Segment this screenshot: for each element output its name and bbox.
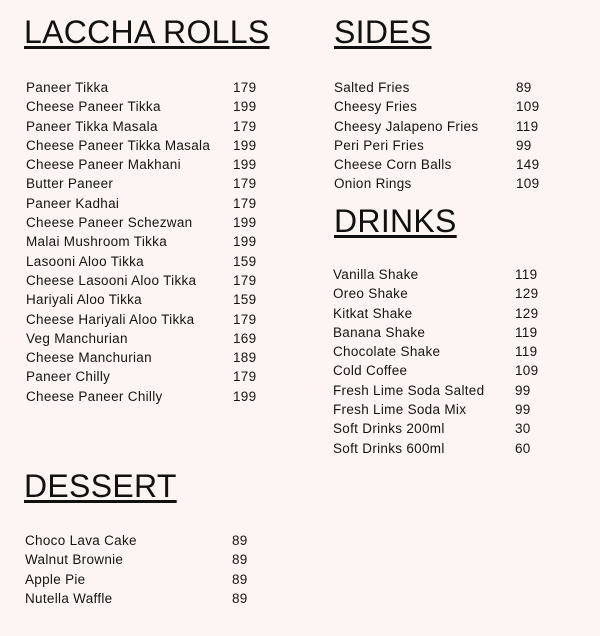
item-price: 119 xyxy=(516,118,539,134)
item-price: 179 xyxy=(233,272,257,288)
item-name: Lasooni Aloo Tikka xyxy=(26,253,144,269)
item-name: Veg Manchurian xyxy=(26,330,128,346)
item-name: Choco Lava Cake xyxy=(25,533,137,548)
item-price: 30 xyxy=(515,421,531,437)
item-name: Banana Shake xyxy=(333,324,426,340)
item-price: 199 xyxy=(233,388,257,404)
item-price: 179 xyxy=(233,176,257,192)
item-name: Cold Coffee xyxy=(333,363,408,379)
item-price: 89 xyxy=(232,552,248,568)
item-price: 199 xyxy=(233,99,257,115)
item-price: 119 xyxy=(515,344,538,360)
item-name: Vanilla Shake xyxy=(333,267,419,282)
item-price: 129 xyxy=(515,286,539,302)
item-price: 199 xyxy=(233,157,257,173)
item-name: Fresh Lime Soda Mix xyxy=(333,402,467,418)
item-name: Salted Fries xyxy=(334,80,410,95)
item-name: Malai Mushroom Tikka xyxy=(26,234,168,250)
item-name: Soft Drinks 600ml xyxy=(333,440,445,456)
item-name: Butter Paneer xyxy=(26,176,114,192)
item-name: Peri Peri Fries xyxy=(334,137,425,153)
item-price: 89 xyxy=(232,590,248,606)
item-name: Chocolate Shake xyxy=(333,344,441,360)
item-price: 159 xyxy=(233,253,257,269)
item-name: Cheese Lasooni Aloo Tikka xyxy=(26,272,197,288)
item-price: 129 xyxy=(515,305,539,321)
item-price: 119 xyxy=(515,267,538,282)
item-name: Cheese Paneer Makhani xyxy=(26,157,181,173)
item-price: 149 xyxy=(516,157,540,173)
item-name: Hariyali Aloo Tikka xyxy=(26,292,142,308)
item-name: Apple Pie xyxy=(25,571,86,587)
item-price: 60 xyxy=(515,440,531,456)
item-name: Cheese Paneer Tikka xyxy=(26,99,161,115)
item-price: 89 xyxy=(516,80,532,95)
item-price: 99 xyxy=(516,137,532,153)
item-name: Cheese Paneer Tikka Masala xyxy=(26,137,211,153)
item-name: Cheesy Fries xyxy=(334,99,418,115)
item-price: 179 xyxy=(233,369,257,385)
sides-heading: SIDES xyxy=(334,14,432,50)
item-name: Cheese Hariyali Aloo Tikka xyxy=(26,311,195,327)
laccha-rolls-heading: LACCHA ROLLS xyxy=(24,14,270,50)
item-name: Cheese Paneer Schezwan xyxy=(26,215,193,231)
item-price: 89 xyxy=(232,571,248,587)
item-name: Cheese Paneer Chilly xyxy=(26,388,163,404)
item-name: Oreo Shake xyxy=(333,286,409,302)
item-name: Cheese Corn Balls xyxy=(334,157,452,173)
item-name: Soft Drinks 200ml xyxy=(333,421,445,437)
item-name: Fresh Lime Soda Salted xyxy=(333,382,485,398)
item-price: 199 xyxy=(233,215,257,231)
item-name: Nutella Waffle xyxy=(25,590,113,606)
item-name: Cheesy Jalapeno Fries xyxy=(334,118,479,134)
item-price: 199 xyxy=(233,137,257,153)
item-price: 99 xyxy=(515,402,531,418)
item-price: 109 xyxy=(516,99,540,115)
item-name: Paneer Tikka Masala xyxy=(26,118,158,134)
item-name: Paneer Chilly xyxy=(26,369,111,385)
item-price: 169 xyxy=(233,330,257,346)
dessert-heading: DESSERT xyxy=(24,468,177,504)
item-price: 179 xyxy=(233,80,257,95)
item-price: 89 xyxy=(232,533,248,548)
item-price: 109 xyxy=(516,176,540,192)
item-price: 99 xyxy=(515,382,531,398)
item-price: 199 xyxy=(233,234,257,250)
item-price: 179 xyxy=(233,195,257,211)
item-name: Cheese Manchurian xyxy=(26,350,152,366)
item-price: 119 xyxy=(515,324,538,340)
item-price: 179 xyxy=(233,118,257,134)
drinks-heading: DRINKS xyxy=(334,203,457,239)
item-name: Onion Rings xyxy=(334,176,412,192)
item-name: Paneer Kadhai xyxy=(26,195,120,211)
item-price: 109 xyxy=(515,363,539,379)
item-price: 159 xyxy=(233,292,257,308)
item-name: Walnut Brownie xyxy=(25,552,124,568)
item-name: Paneer Tikka xyxy=(26,80,109,95)
item-price: 179 xyxy=(233,311,257,327)
item-price: 189 xyxy=(233,350,257,366)
item-name: Kitkat Shake xyxy=(333,305,413,321)
